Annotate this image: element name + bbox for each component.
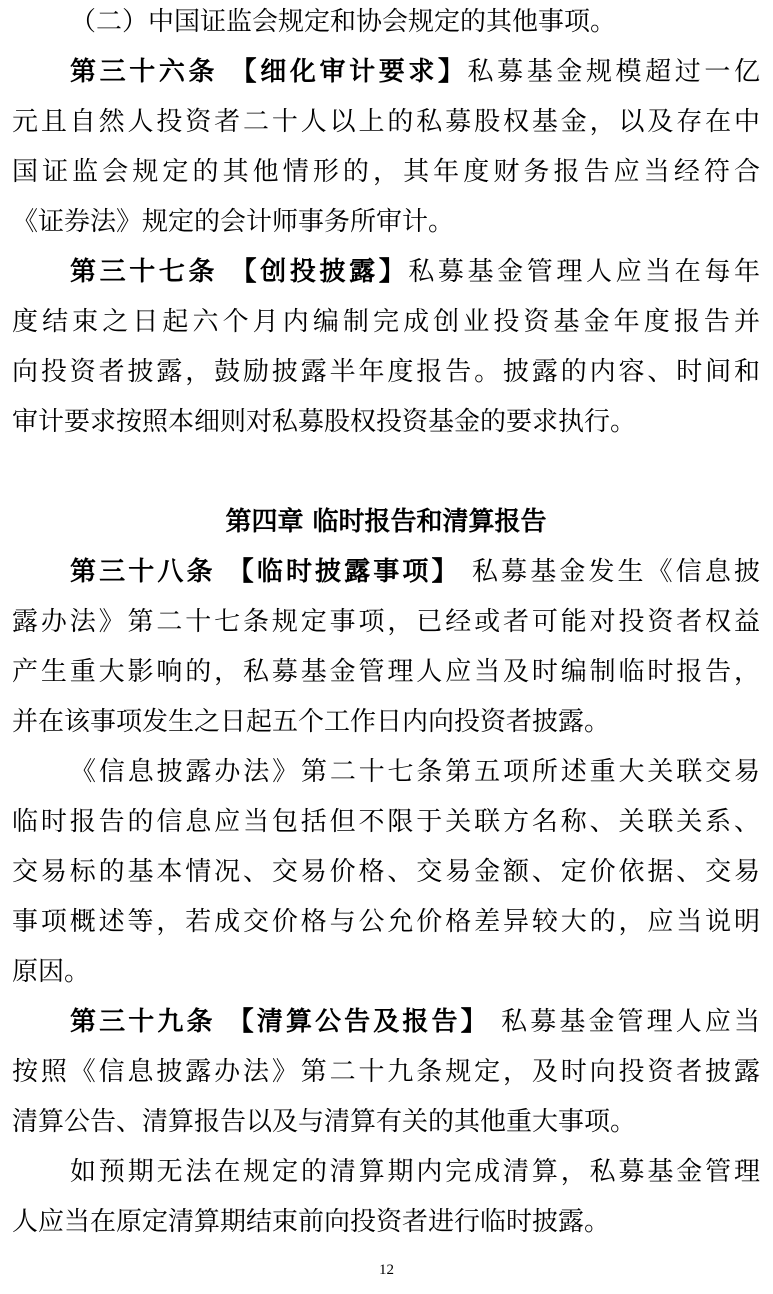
line-text: 原因。 [12,957,91,987]
text-line [12,847,760,897]
text-line [12,947,760,997]
line-text: 如预期无法在规定的清算期内完成清算，私募基金管理 [70,1157,760,1187]
page-number: 12 [379,1262,394,1278]
text-line [12,347,760,397]
line-text: 向投资者披露，鼓励披露半年度报告。披露的内容、时间和 [12,357,760,387]
line-text: 按照《信息披露办法》第二十九条规定，及时向投资者披露 [12,1057,760,1087]
text-line [12,47,760,97]
text-line [12,147,760,197]
text-line [12,597,760,647]
article-title: 第三十八条 【临时披露事项】 [70,557,461,587]
text-line [12,397,760,447]
text-line [12,0,760,47]
text-line [12,1147,760,1197]
text-line [12,197,760,247]
line-text: 清算公告、清算报告以及与清算有关的其他重大事项。 [12,1107,637,1137]
document-body [12,0,760,1247]
text-line [12,247,760,297]
line-text: 事项概述等，若成交价格与公允价格差异较大的，应当说明 [12,907,760,937]
text-line [12,547,760,597]
line-text: （二）中国证监会规定和协会规定的其他事项。 [70,7,617,37]
article-title: 第三十七条 【创投披露】 [70,257,409,287]
line-text: 国证监会规定的其他情形的，其年度财务报告应当经符合 [12,157,760,187]
article-title: 第三十九条 【清算公告及报告】 [70,1007,490,1037]
line-text: 私募基金管理人应当在每年 [408,257,760,287]
line-text: 产生重大影响的，私募基金管理人应当及时编制临时报告， [12,657,760,687]
line-text: 交易标的基本情况、交易价格、交易金额、定价依据、交易 [12,857,760,887]
text-line [12,1047,760,1097]
article-title: 第三十六条 【细化审计要求】 [70,57,468,87]
text-line [12,647,760,697]
chapter-heading [12,497,760,547]
text-line [12,297,760,347]
text-line [12,1197,760,1247]
line-text: 私募基金规模超过一亿 [467,57,760,87]
line-text: 临时报告的信息应当包括但不限于关联方名称、关联关系、 [12,807,760,837]
line-text: 第四章 临时报告和清算报告 [225,507,547,537]
text-line [12,97,760,147]
line-text: 度结束之日起六个月内编制完成创业投资基金年度报告并 [12,307,760,337]
line-text: 《证券法》规定的会计师事务所审计。 [12,207,455,237]
line-text: 审计要求按照本细则对私募股权投资基金的要求执行。 [12,407,637,437]
text-line [12,997,760,1047]
line-text: 私募基金管理人应当 [489,1007,761,1037]
line-text: 露办法》第二十七条规定事项，已经或者可能对投资者权益 [12,607,760,637]
line-text: 元且自然人投资者二十人以上的私募股权基金，以及存在中 [12,107,760,137]
line-text: 并在该事项发生之日起五个工作日内向投资者披露。 [12,707,611,737]
line-text: 人应当在原定清算期结束前向投资者进行临时披露。 [12,1207,611,1237]
text-line [12,447,760,497]
text-line [12,697,760,747]
line-text: 《信息披露办法》第二十七条第五项所述重大关联交易 [70,757,760,787]
text-line [12,747,760,797]
text-line [12,1097,760,1147]
text-line [12,897,760,947]
line-text: 私募基金发生《信息披 [460,557,761,587]
text-line [12,797,760,847]
